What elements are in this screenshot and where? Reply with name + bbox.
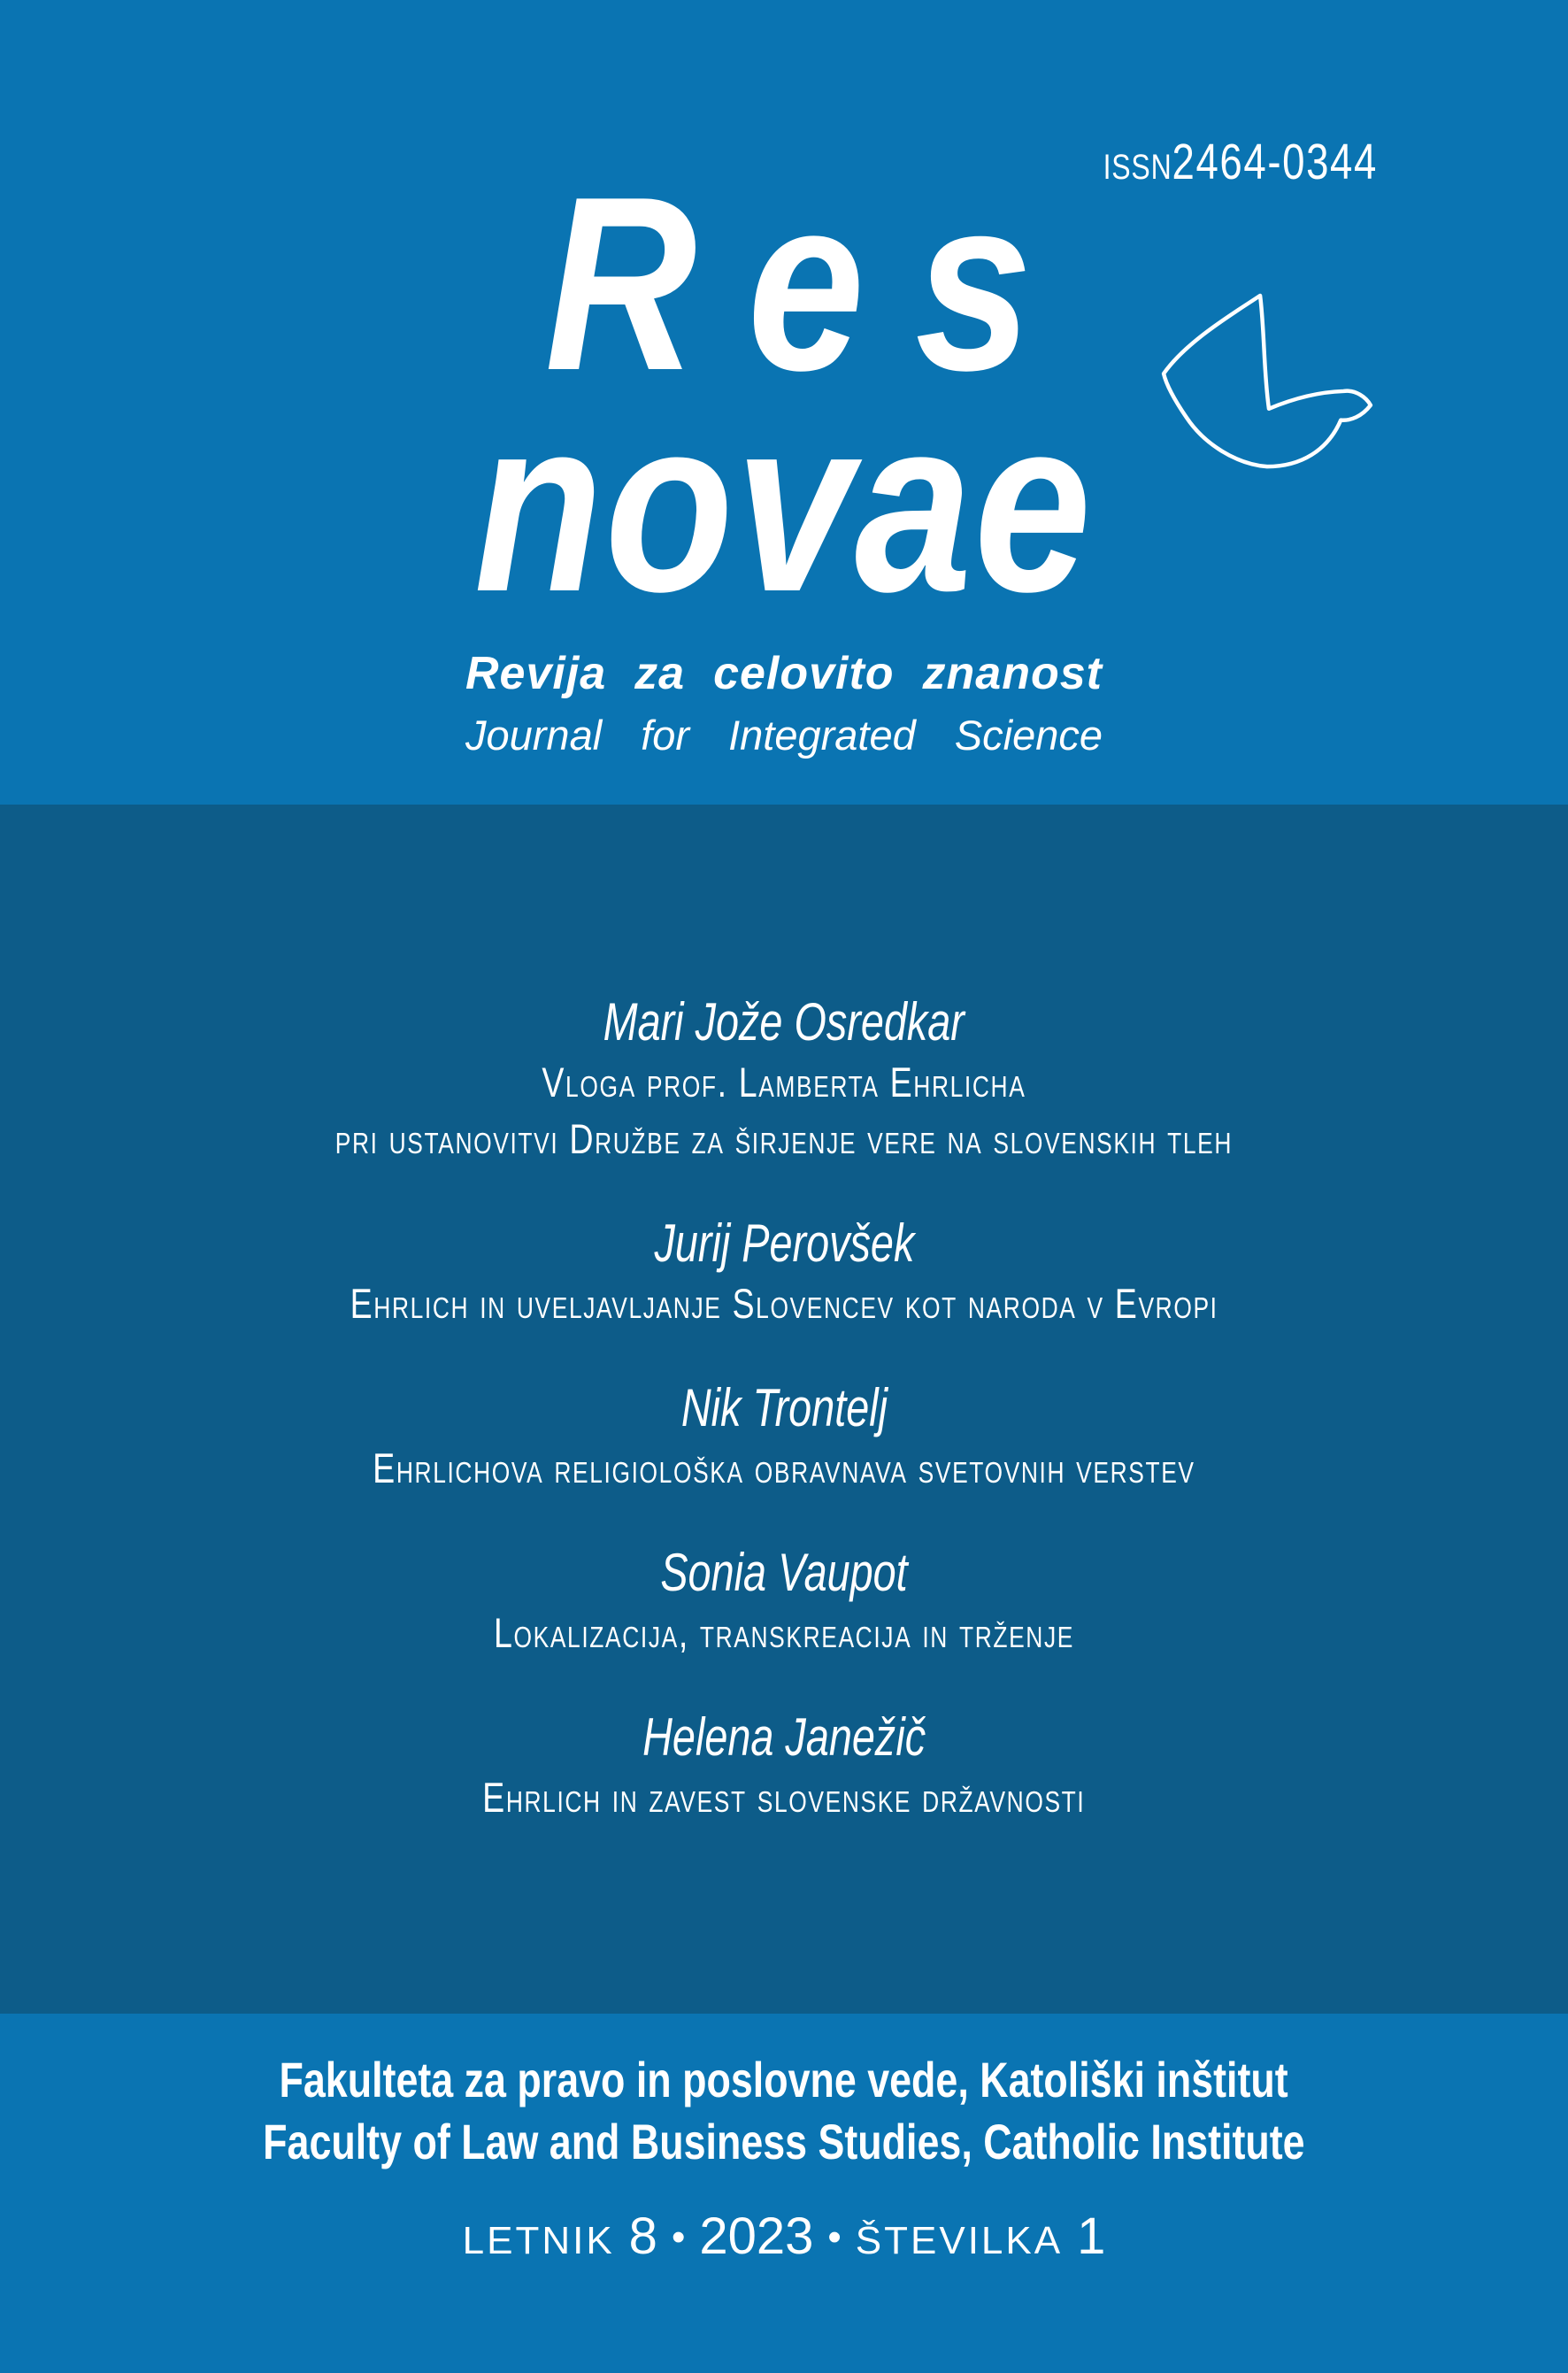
issn-label: ISSN [1103, 148, 1172, 187]
article-title-line: Vloga prof. Lamberta Ehrlicha [542, 1059, 1026, 1106]
author-name: Nik Trontelj [680, 1378, 888, 1437]
dove-icon [1153, 289, 1381, 482]
journal-title-line2: novae [474, 367, 1094, 643]
volume-label: LETNIK [462, 2219, 615, 2262]
separator-bullet: • [827, 2215, 842, 2259]
article-entry [407, 1706, 1161, 1826]
article-title-line: Ehrlich in uveljavljanje Slovencev kot naroda v Evropi [350, 1280, 1218, 1327]
journal-title-line1: Res [544, 146, 1083, 422]
separator-bullet: • [671, 2215, 686, 2259]
journal-subtitle [465, 641, 1103, 765]
author-name: Helena Janežič [642, 1707, 926, 1767]
issue-label: ŠTEVILKA [855, 2219, 1064, 2262]
author-name: Mari Jože Osredkar [603, 992, 965, 1052]
volume-issue-line [0, 2207, 1568, 2266]
article-title-line: Ehrlich in zavest slovenske državnosti [482, 1774, 1086, 1821]
article-title-line: Ehrlichova religiološka obravnava svetovnih verstev [373, 1445, 1195, 1491]
issn-value: 2464-0344 [1172, 134, 1378, 190]
volume-value: 8 [628, 2207, 657, 2265]
article-title-line: pri ustanovitvi Družbe za širjenje vere na slovenskih tleh [334, 1115, 1234, 1162]
article-entry [223, 990, 1345, 1167]
article-title-line: Lokalizacija, transkreacija in trženje [493, 1609, 1074, 1656]
cover-footer [0, 2014, 1568, 2373]
cover-header [0, 0, 1568, 805]
article-entry [270, 1376, 1298, 1497]
year-value: 2023 [699, 2207, 814, 2265]
author-name: Jurij Perovšek [654, 1213, 914, 1273]
article-entry [421, 1541, 1147, 1661]
issue-value: 1 [1077, 2207, 1106, 2265]
institution-name-sl: Fakulteta za pravo in poslovne vede, Katoliški inštitut [279, 2052, 1289, 2107]
subtitle-english: Journal for Integrated Science [465, 712, 1103, 759]
article-entry [242, 1212, 1326, 1332]
author-name: Sonia Vaupot [660, 1543, 908, 1602]
subtitle-slovenian: Revija za celovito znanost [465, 648, 1103, 699]
institution-name-en: Faculty of Law and Business Studies, Catholic Institute [263, 2114, 1305, 2169]
table-of-contents [0, 805, 1568, 2014]
